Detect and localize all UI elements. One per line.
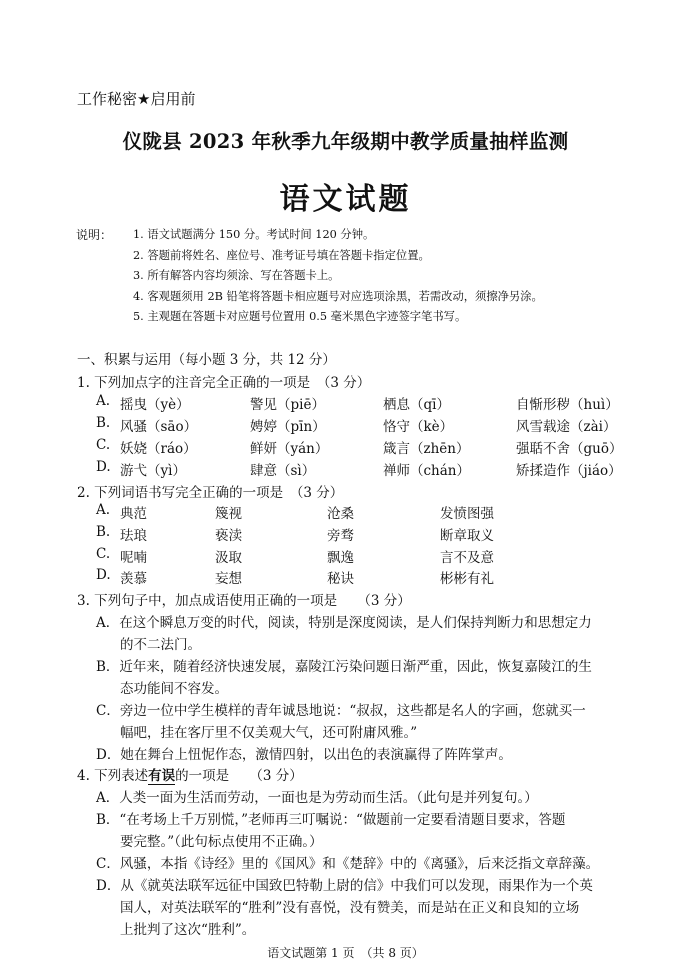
q1-cell: 栖息（qī）	[383, 397, 450, 413]
q1-option-letter: A.	[96, 393, 111, 409]
q1-cell: 摇曳（yè）	[120, 397, 190, 413]
q2-cell: 旁骛	[327, 528, 354, 544]
q1-cell: 禅师（chán）	[383, 463, 470, 479]
q3-option-d: D．她在舞台上忸怩作态，激情四射，以出色的表演赢得了阵阵掌声。	[96, 747, 512, 763]
q2-cell: 羡慕	[120, 571, 147, 587]
q3-option-c: C．旁边一位中学生模样的青年诚恳地说：“叔叔，这些都是名人的字画，您就买一	[96, 703, 586, 719]
question-1-stem: 1. 下列加点字的注音完全正确的一项是 （3 分）	[77, 375, 371, 391]
q4-stem-pre: 4. 下列表述	[77, 768, 149, 784]
q2-cell: 珐琅	[120, 528, 147, 544]
q3-option-c-cont: 幅吧，挂在客厅里不仅美观大气，还可附庸风雅。”	[120, 725, 418, 741]
subject-title: 语文试题	[279, 182, 412, 217]
q2-cell: 呢喃	[120, 550, 147, 566]
q2-cell: 沧桑	[327, 506, 354, 522]
q1-cell: 风骚（sāo）	[120, 419, 198, 435]
q2-cell: 汲取	[215, 550, 242, 566]
q2-option-letter: D.	[96, 567, 111, 583]
q1-cell: 风雪载途（zài）	[516, 419, 617, 435]
note-item: 1. 语文试题满分 150 分。考试时间 120 分钟。	[133, 228, 375, 241]
q4-option-d: D．从《就英法联军远征中国致巴特勒上尉的信》中我们可以发现，雨果作为一个英	[96, 878, 593, 894]
q2-option-letter: A.	[96, 502, 111, 518]
q1-option-letter: C.	[96, 437, 111, 453]
q2-cell: 言不及意	[440, 550, 494, 566]
q1-cell: 箴言（zhēn）	[383, 441, 470, 457]
q3-option-a-cont: 的不二法门。	[120, 637, 201, 653]
page-footer: 语文试题第 1 页 （共 8 页）	[267, 946, 424, 960]
q1-cell: 娉婷（pīn）	[250, 419, 326, 435]
q1-cell: 妖娆（ráo）	[120, 441, 197, 457]
q1-cell: 矫揉造作（jiáo）	[516, 463, 622, 479]
confidential-label: 工作秘密★启用前	[77, 90, 196, 108]
question-4-stem	[77, 764, 303, 784]
q1-cell: 游弋（yì）	[120, 463, 186, 479]
q1-cell: 警见（piē）	[250, 397, 325, 413]
q2-cell: 亵渎	[215, 528, 242, 544]
q1-cell: 强聒不舍（guō）	[516, 441, 623, 457]
q2-cell: 典范	[120, 506, 147, 522]
note-item: 4. 客观题须用 2B 铅笔将答题卡相应题号对应选项涂黑，若需改动，须擦净另涂。	[133, 290, 543, 303]
q2-cell: 飘逸	[327, 550, 354, 566]
exam-title: 仪陇县 2023 年秋季九年级期中教学质量抽样监测	[122, 130, 569, 153]
q4-option-a: A．人类一面为生活而劳动，一面也是为劳动而生活。（此句是并列复句。）	[96, 790, 538, 806]
q3-option-b-cont: 态功能间不容发。	[120, 681, 228, 697]
q2-cell: 妄想	[215, 571, 242, 587]
notes-label: 说明：	[76, 228, 113, 242]
q2-cell: 断章取义	[440, 528, 494, 544]
q4-stem-emphasis: 有误	[148, 768, 176, 784]
note-item: 2. 答题前将姓名、座位号、准考证号填在答题卡指定位置。	[133, 249, 430, 262]
q4-option-c: C．风骚，本指《诗经》里的《国风》和《楚辞》中的《离骚》，后来泛指文章辞藻。	[96, 856, 600, 872]
q1-cell: 自惭形秽（huì）	[516, 397, 619, 413]
q4-option-d-cont: 国人，对英法联军的“胜利”没有喜悦，没有赞美，而是站在正义和良知的立场	[120, 900, 580, 916]
q4-stem-post: 的一项是 （3 分）	[175, 768, 303, 784]
q3-option-a: A．在这个瞬息万变的时代，阅读，特别是深度阅读，是人们保持判断力和思想定力	[96, 615, 592, 631]
q1-cell: 肆意（sì）	[250, 463, 316, 479]
q2-cell: 彬彬有礼	[440, 571, 494, 587]
note-item: 5. 主观题在答题卡对应题号位置用 0.5 毫米黑色字迹签字笔书写。	[133, 310, 467, 323]
section-heading: 一、积累与运用（每小题 3 分，共 12 分）	[77, 352, 336, 368]
q4-option-b-cont: 要完整。”（此句标点使用不正确。）	[120, 834, 323, 850]
q2-option-letter: B.	[96, 524, 111, 540]
question-2-stem: 2. 下列词语书写完全正确的一项是 （3 分）	[77, 485, 344, 501]
q2-cell: 秘诀	[327, 571, 354, 587]
q3-option-b: B．近年来，随着经济快速发展，嘉陵江污染问题日渐严重，因此，恢复嘉陵江的生	[96, 659, 592, 675]
q1-option-letter: B.	[96, 415, 111, 431]
q4-option-b: B．“在考场上千万别慌，”老师再三叮嘱说：“做题前一定要看清题目要求，答题	[96, 812, 566, 828]
q1-cell: 鲜妍（yán）	[250, 441, 329, 457]
question-3-stem: 3. 下列句子中，加点成语使用正确的一项是 （3 分）	[77, 593, 411, 609]
q1-option-letter: D.	[96, 459, 111, 475]
q2-cell: 发愤图强	[440, 506, 494, 522]
q1-cell: 恪守（kè）	[383, 419, 454, 435]
note-item: 3. 所有解答内容均须涂、写在答题卡上。	[133, 269, 340, 282]
q2-cell: 篾视	[215, 506, 242, 522]
q4-option-d-cont: 上批判了这次“胜利”。	[120, 922, 256, 938]
q2-option-letter: C.	[96, 546, 111, 562]
